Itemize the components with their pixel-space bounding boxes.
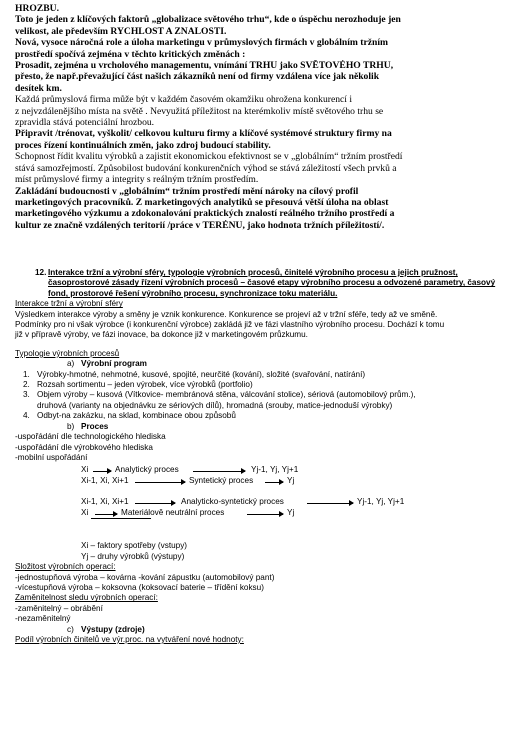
paragraph-line: Výsledkem interakce výroby a směny je vznik konkurence. Konkurence se projeví až v tržní sféře, tedy až ve směně.: [15, 309, 438, 319]
diagram-input: Xi-1, Xi, Xi+1: [81, 476, 129, 486]
diagram-output: Yj: [287, 476, 295, 486]
arrow-icon: [247, 514, 283, 515]
text-line: Zakládání budoucnosti v „globálním“ tržním prostředí mění nároky na cílový profil: [15, 185, 359, 197]
text-line: z nejvzdálenějšího místa na světě . Nevyužitá příležitost na kterémkoliv místě světového trhu se: [15, 105, 384, 117]
list-text: Výrobky-hmotné, nehmotné, kusové, spojité, neurčité (kování), složité (svařování, natírání): [37, 369, 366, 379]
arrow-icon: [135, 482, 185, 483]
text-line: marketingových pracovníků. Z marketingových analytiků se přesouvá větší úloha na oblast: [15, 196, 389, 208]
list-item: [15, 411, 513, 421]
diagram-input: Xi: [81, 508, 89, 518]
text-line: velikost, ale především RYCHLOST A ZNALOSTI.: [15, 25, 227, 37]
text-line: HROZBU.: [15, 3, 59, 14]
text-line: stává samozřejmostí. Způsobilost budování konkurenčních výhod se stává záležitostí všech prvků a: [15, 162, 397, 174]
list-item: [15, 370, 513, 380]
text-line: kultur ze značně vzdálených teritorií /práce v TERÉNU, jako hodnota tržních příležitostí/.: [15, 219, 385, 231]
text-line: Každá průmyslová firma může být v každém časovém okamžiku ohrožena konkurencí i: [15, 94, 352, 106]
section-heading: [35, 268, 513, 299]
subheading-c: [15, 625, 513, 635]
diagram-process: Materiálově neutrální proces: [121, 508, 225, 518]
subheading-a: [15, 359, 513, 369]
list-item: [15, 380, 513, 390]
list-number: 4.: [23, 411, 30, 421]
paragraph-line: -jednostupňová výroba – kovárna -kování zápustku (automobilový pant): [15, 572, 275, 582]
list-text: Rozsah sortimentu – jeden výrobek, více výrobků (portfolio): [37, 380, 253, 390]
paragraph-line: -uspořádání dle technologického hlediska: [15, 432, 166, 442]
list-item: [15, 390, 513, 411]
paragraph-line: Podíl výrobních činitelů ve výr.proc. na vytváření nové hodnoty:: [15, 634, 244, 644]
legend-line: Xi – faktory spotřeby (vstupy): [81, 541, 188, 551]
subsection-title: Zaměnitelnost sledu výrobních operací:: [15, 593, 158, 603]
subheading-label: Výstupy (zdroje): [81, 624, 145, 634]
text-line: proces řízení kontinuálních změn, jako zdroj budoucí stability.: [15, 139, 271, 151]
diagram-input: Xi-1, Xi, Xi+1: [81, 497, 129, 507]
arrow-icon: [93, 471, 111, 472]
arrow-icon: [307, 503, 353, 504]
arrow-icon: [265, 482, 283, 483]
list-number: 3.: [23, 390, 30, 400]
subheading-letter: c): [67, 624, 74, 634]
text-line: míst průmyslové firmy a integrity s reálným tržním prostředím.: [15, 174, 259, 186]
arrow-icon: [135, 503, 175, 504]
paragraph-line: -vícestupňová výroba – koksovna (koksovací baterie – třídění koksu): [15, 582, 264, 592]
legend-line: Yj – druhy výrobků (výstupy): [81, 551, 185, 561]
subheading-letter: a): [67, 359, 75, 369]
paragraph-line: -nezaměnitelný: [15, 614, 71, 624]
text-line: Prosadit, zejména u vrcholového managementu, vnímání TRHU jako SVĚTOVÉHO TRHU,: [15, 60, 394, 72]
subsection-title: Typologie výrobních procesů: [15, 348, 120, 358]
diagram-output: Yj-1, Yj, Yj+1: [357, 497, 405, 507]
section-12: [15, 268, 513, 645]
text-line: marketingového výzkumu a zdokonalování praktických znalostí reálného tržního prostředí a: [15, 208, 395, 220]
process-diagram: [15, 463, 513, 541]
diagram-process: Analyticko-syntetický proces: [181, 497, 284, 507]
subsection-title: Interakce tržní a výrobní sféry: [15, 299, 123, 309]
diagram-input: Xi: [81, 465, 89, 475]
marketing-text-block: [15, 3, 513, 231]
list-text: Odbyt-na zakázku, na sklad, kombinace obou způsobů: [37, 411, 236, 421]
paragraph-line: -mobilní uspořádání: [15, 452, 88, 462]
subheading-label: Proces: [81, 421, 109, 431]
paragraph-line: -uspořádání dle výrobkového hlediska: [15, 442, 153, 452]
text-line: zpravidla stává potenciální hrozbou.: [15, 117, 155, 129]
text-line: Toto je jeden z klíčových faktorů „globalizace světového trhu“, kde o úspěchu nerozhoduje jen: [15, 14, 401, 26]
section-heading-text: Interakce tržní a výrobní sféry, typologie výrobních procesů, činitelé výrobního procesu a jejich pružnost, časoprostorové zásady řízení výrobních procesů – časové etapy výrobního procesu a odvozené parametry, časový fond, prostorové řešení výrobního procesu, synchronizace toku materiálu.: [48, 268, 496, 298]
subheading-label: Výrobní program: [81, 359, 147, 369]
list-text-continued: druhová (varianty na objednávku ze sériových dílů), hromadná (srouby, matice-jednoduší výrobky): [37, 400, 393, 410]
diagram-output: Yj: [287, 508, 295, 518]
section-number: 12.: [35, 268, 47, 277]
arrow-icon: [193, 471, 245, 472]
text-line: Připravit /trénovat, vyškolit/ celkovou kulturu firmy a klíčové systémové struktury firmy na: [15, 128, 392, 140]
list-number: 2.: [23, 380, 30, 390]
text-line: Schopnost řídit kvalitu výrobků a zajistit ekonomickou efektivnost se v „globálním“ tržním prostředí: [15, 151, 403, 163]
list-text: Objem výroby – kusová (Vítkovice- membránová stěna, válcování stolice), sériová (automobilový prům.),: [37, 390, 416, 400]
diagram-output: Yj-1, Yj, Yj+1: [251, 465, 299, 475]
paragraph-line: Podmínky pro ni však výrobce (i konkurenční výrobce) zakládá již ve fázi vlastního výrobního procesu. Dochází k tomu: [15, 320, 445, 330]
text-line: Nová, vysoce náročná role a úloha marketingu v průmyslových firmách v globálním tržním: [15, 37, 388, 49]
subsection-title: Složitost výrobních operací:: [15, 562, 116, 572]
text-line: desítek km.: [15, 82, 62, 94]
text-line: prostředí spočívá zejména v těchto kritických změnách :: [15, 48, 246, 60]
paragraph-line: -zaměnitelný – obrábění: [15, 603, 103, 613]
paragraph-line: již v přípravě výroby, ve fázi inovace, ba dokonce již v marketingovém průzkumu.: [15, 330, 308, 340]
subheading-b: [15, 422, 513, 432]
diagram-process: Syntetický proces: [189, 476, 254, 486]
subheading-letter: b): [67, 421, 75, 431]
list-number: 1.: [23, 369, 30, 379]
arrow-icon: [95, 514, 117, 515]
diagram-process: Analytický proces: [115, 465, 179, 475]
text-line: přesto, že např.převažující část našich zákazníků není od firmy vzdálena více jak několik: [15, 71, 380, 83]
